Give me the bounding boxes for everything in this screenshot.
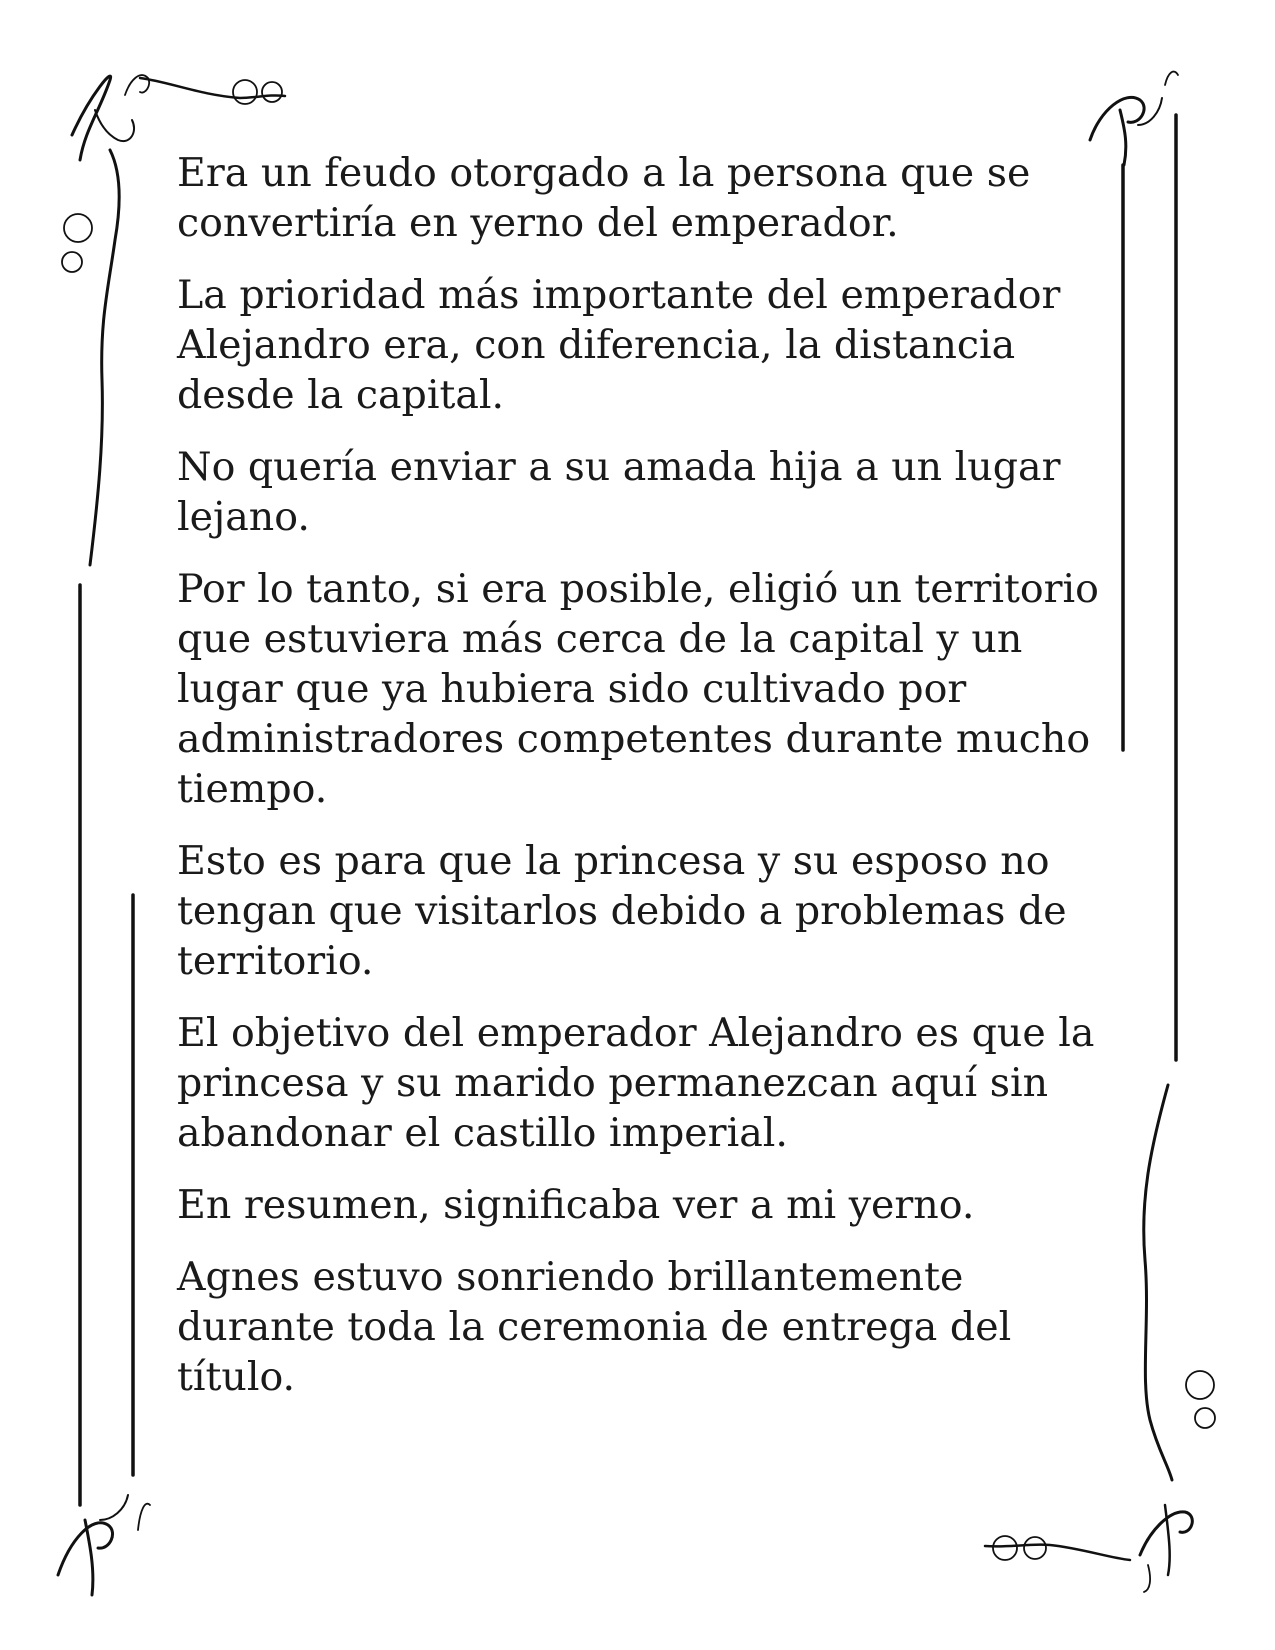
paragraph-5: Esto es para que la princesa y su esposo no tengan que visitarlos debido a problemas de territorio. [177,838,1067,984]
bottom-left-flourish-icon [58,1495,150,1595]
paragraph-4: Por lo tanto, si era posible, eligió un territorio que estuviera más cerca de la capital y un lugar que ya hubiera sido cultivado por administradores competentes durante mucho tiempo. [177,566,1099,812]
paragraph-2: La prioridad más importante del emperador Alejandro era, con diferencia, la distancia desde la capital. [177,272,1061,418]
body-text [177,148,1107,1424]
paragraph-3: No quería enviar a su amada hija a un lugar lejano. [177,444,1061,540]
paragraph-8: Agnes estuvo sonriendo brillantemente durante toda la ceremonia de entrega del título. [177,1254,1012,1400]
paragraph-7: En resumen, significaba ver a mi yerno. [177,1182,975,1228]
paragraph-1: Era un feudo otorgado a la persona que se convertiría en yerno del emperador. [177,150,1031,246]
paragraph-6: El objetivo del emperador Alejandro es que la princesa y su marido permanezcan aquí sin abandonar el castillo imperial. [177,1010,1095,1156]
